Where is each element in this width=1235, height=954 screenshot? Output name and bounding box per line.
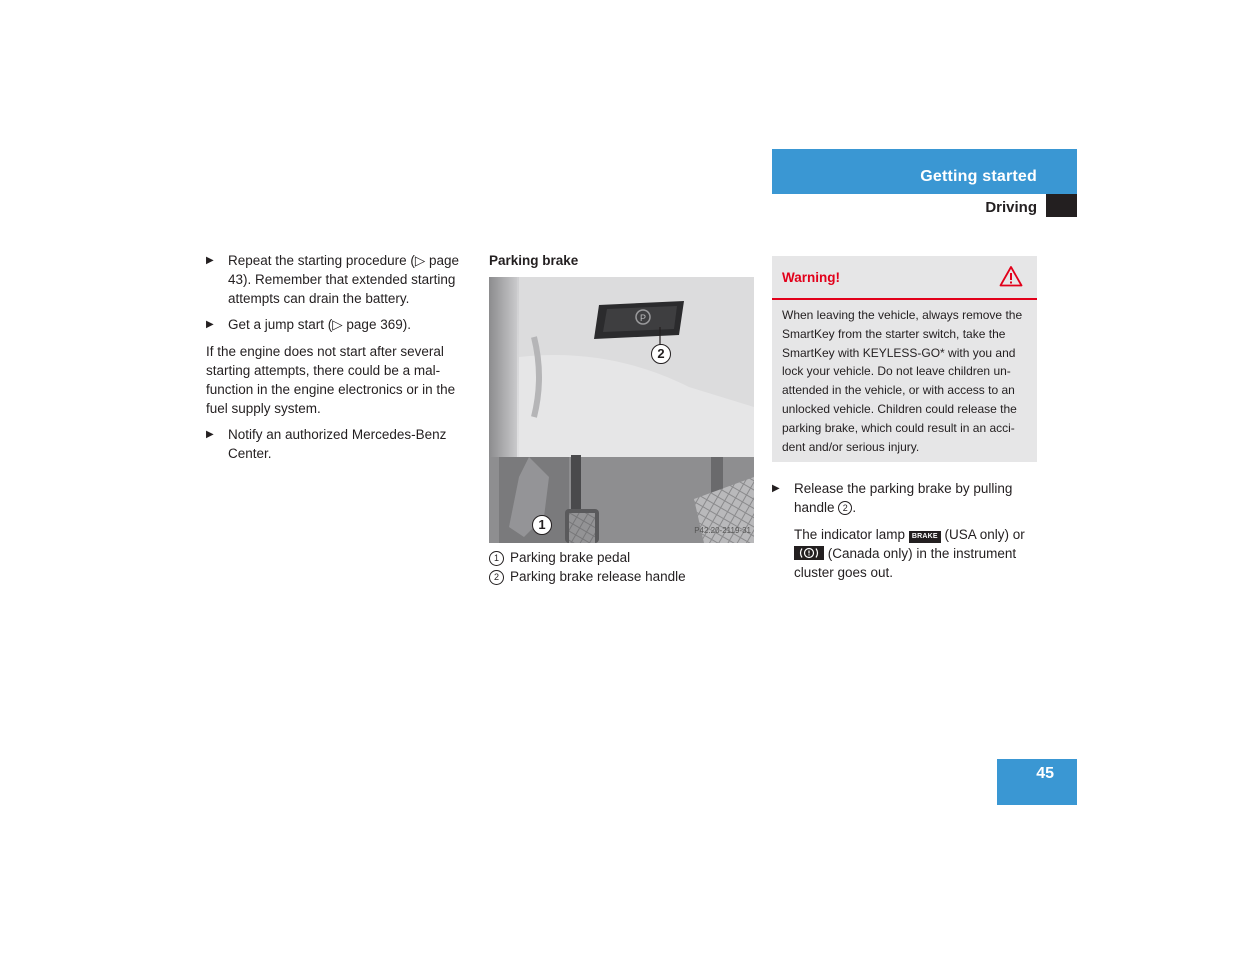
warning-box <box>772 256 1037 462</box>
column-middle <box>489 252 755 587</box>
legend-number: 2 <box>489 570 504 585</box>
bullet-arrow-icon: ▶ <box>206 429 214 441</box>
indicator-lamp-note <box>794 526 1037 582</box>
bullet-text: Repeat the starting procedure (▷ page 43). Remember that extended starting attempts can drain the battery. <box>228 253 460 306</box>
callout-2: 2 <box>651 344 671 364</box>
subsection-title: Driving <box>985 199 1037 216</box>
bullet-text-suffix: . <box>852 500 857 516</box>
warning-header <box>772 256 1037 300</box>
parking-brake-lamp-icon <box>794 546 824 560</box>
bullet-arrow-icon: ▶ <box>206 255 214 266</box>
bullet-item <box>206 252 476 308</box>
section-header-bar <box>772 149 1077 194</box>
lamp-text-3: (Canada only) in the instrument cluster goes out. <box>794 545 1017 580</box>
bullet-item <box>206 316 476 335</box>
svg-text:P: P <box>639 312 647 323</box>
legend-number: 1 <box>489 551 504 566</box>
handle-number: 2 <box>838 501 852 515</box>
legend-item <box>489 549 755 568</box>
brake-lamp-icon: BRAKE <box>909 531 941 543</box>
bullet-text: Get a jump start (▷ page 369). <box>228 317 411 333</box>
warning-label: Warning! <box>782 270 840 285</box>
paragraph: If the engine does not start after several starting attempts, there could be a mal-function in the engine electronics or in the fuel supply system. <box>206 344 456 416</box>
lamp-text-2: (USA only) or <box>944 526 1025 542</box>
bullet-item <box>206 426 476 464</box>
parking-brake-heading: Parking brake <box>489 253 579 268</box>
legend-item <box>489 568 755 587</box>
legend-text: Parking brake release handle <box>510 568 686 584</box>
parking-brake-figure <box>489 277 754 543</box>
bullet-text-prefix: Release the parking brake by pulling handle <box>794 481 1013 516</box>
legend-text: Parking brake pedal <box>510 549 631 565</box>
figure-code: P42.20-2119-31 <box>694 526 751 535</box>
bullet-arrow-icon: ▶ <box>206 319 214 331</box>
callout-1: 1 <box>532 515 552 535</box>
parking-brake-illustration <box>489 277 754 543</box>
bullet-text: Notify an authorized Mercedes-Benz Center. <box>228 427 447 462</box>
bullet-text <box>794 480 1037 518</box>
warning-text: When leaving the vehicle, always remove the SmartKey from the starter switch, take the SmartKey with KEYLESS-GO* with you and lock your vehicle. Do not leave children un-attended in the vehicle, or with access to an unlocked vehicle. Children could release the parking brake, which could result in an acci-dent and/or serious injury. <box>782 308 1023 454</box>
column-left <box>206 252 476 472</box>
page-number: 45 <box>1036 765 1054 782</box>
subsection-marker <box>1046 194 1077 217</box>
bullet-arrow-icon: ▶ <box>772 483 780 495</box>
section-title: Getting started <box>920 168 1037 185</box>
column-right <box>772 256 1037 582</box>
lamp-text-1: The indicator lamp <box>794 526 906 542</box>
warning-triangle-icon <box>999 265 1023 293</box>
page-number-box <box>997 759 1077 805</box>
figure-legend <box>489 549 755 587</box>
bullet-item <box>772 480 1037 518</box>
